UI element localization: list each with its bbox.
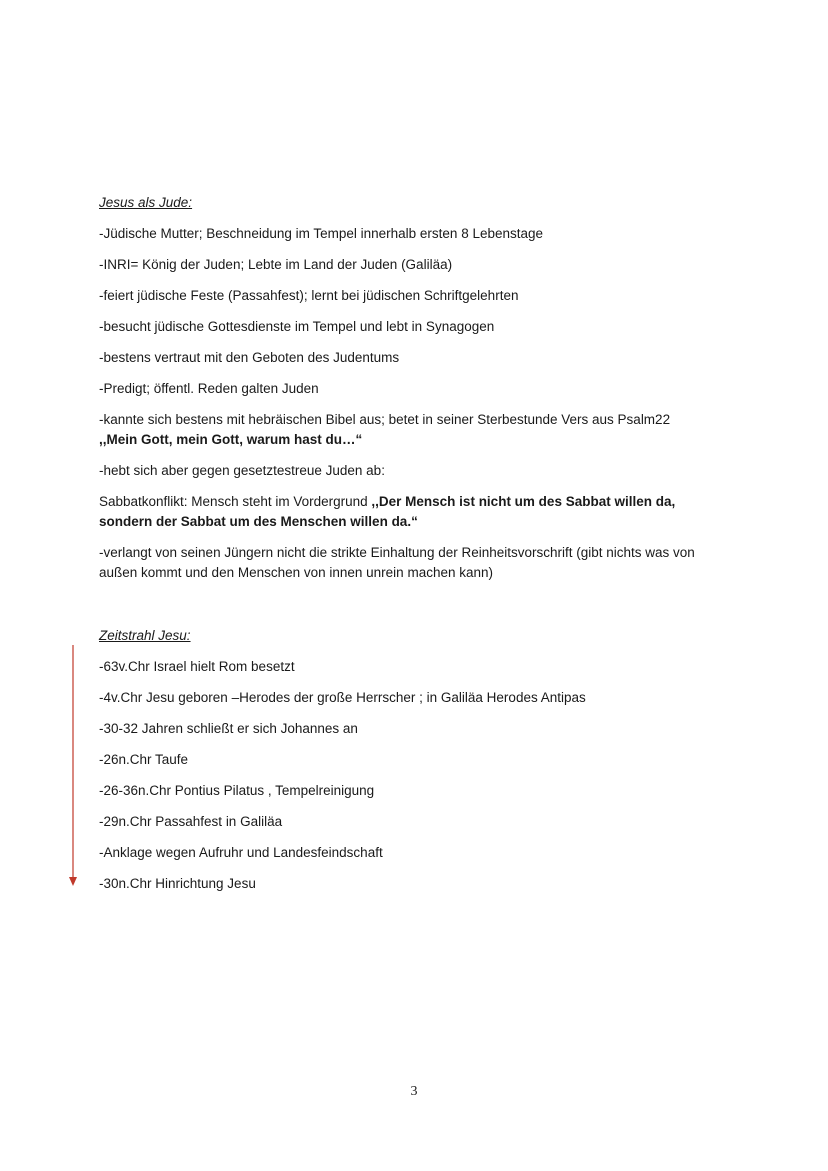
list-item: -Predigt; öffentl. Reden galten Juden [99,381,319,396]
list-item: -besucht jüdische Gottesdienste im Tempel und lebt in Synagogen [99,319,495,334]
list-item: -Jüdische Mutter; Beschneidung im Tempel innerhalb ersten 8 Lebenstage [99,226,544,241]
list-item: -bestens vertraut mit den Geboten des Judentums [99,350,400,365]
section-jesus-als-jude [99,193,739,594]
list-item: -INRI= König der Juden; Lebte im Land der Juden (Galiläa) [99,257,453,272]
timeline-item: -26-36n.Chr Pontius Pilatus , Tempelreinigung [99,783,375,798]
timeline-item: -4v.Chr Jesu geboren –Herodes der große Herrscher ; in Galiläa Herodes Antipas [99,690,586,705]
page-number: 3 [410,1084,418,1099]
bible-quote: ,,Mein Gott, mein Gott, warum hast du…“ [99,432,363,447]
list-item: -feiert jüdische Feste (Passahfest); lernt bei jüdischen Schriftgelehrten [99,288,519,303]
bible-text: -kannte sich bestens mit hebräischen Bibel aus; betet in seiner Sterbestunde Vers aus Psalm22 [99,412,671,427]
sabbat-prefix: Sabbatkonflikt: Mensch steht im Vordergrund [99,494,372,509]
sabbat-quote-2: sondern der Sabbat um des Menschen willen da.“ [99,514,418,529]
timeline-item: -Anklage wegen Aufruhr und Landesfeindschaft [99,845,383,860]
section-heading: Zeitstrahl Jesu: [99,628,191,643]
timeline-item: -63v.Chr Israel hielt Rom besetzt [99,659,295,674]
section-zeitstrahl [99,626,739,905]
purity-line-1: -verlangt von seinen Jüngern nicht die strikte Einhaltung der Reinheitsvorschrift (gibt nichts was von [99,545,695,560]
bible-paragraph [99,410,739,450]
timeline-item: -30n.Chr Hinrichtung Jesu [99,876,256,891]
sabbat-quote-1: ,,Der Mensch ist nicht um des Sabbat willen da, [371,494,676,509]
purity-line-2: außen kommt und den Menschen von innen unrein machen kann) [99,565,493,580]
section-heading: Jesus als Jude: [99,195,193,210]
timeline-item: -29n.Chr Passahfest in Galiläa [99,814,283,829]
timeline-item: -26n.Chr Taufe [99,752,189,767]
sabbat-paragraph [99,492,739,532]
purity-paragraph [99,543,739,583]
contrast-line: -hebt sich aber gegen gesetztestreue Juden ab: [99,463,385,478]
timeline-arrow-icon [68,645,78,887]
timeline-item: -30-32 Jahren schließt er sich Johannes an [99,721,358,736]
